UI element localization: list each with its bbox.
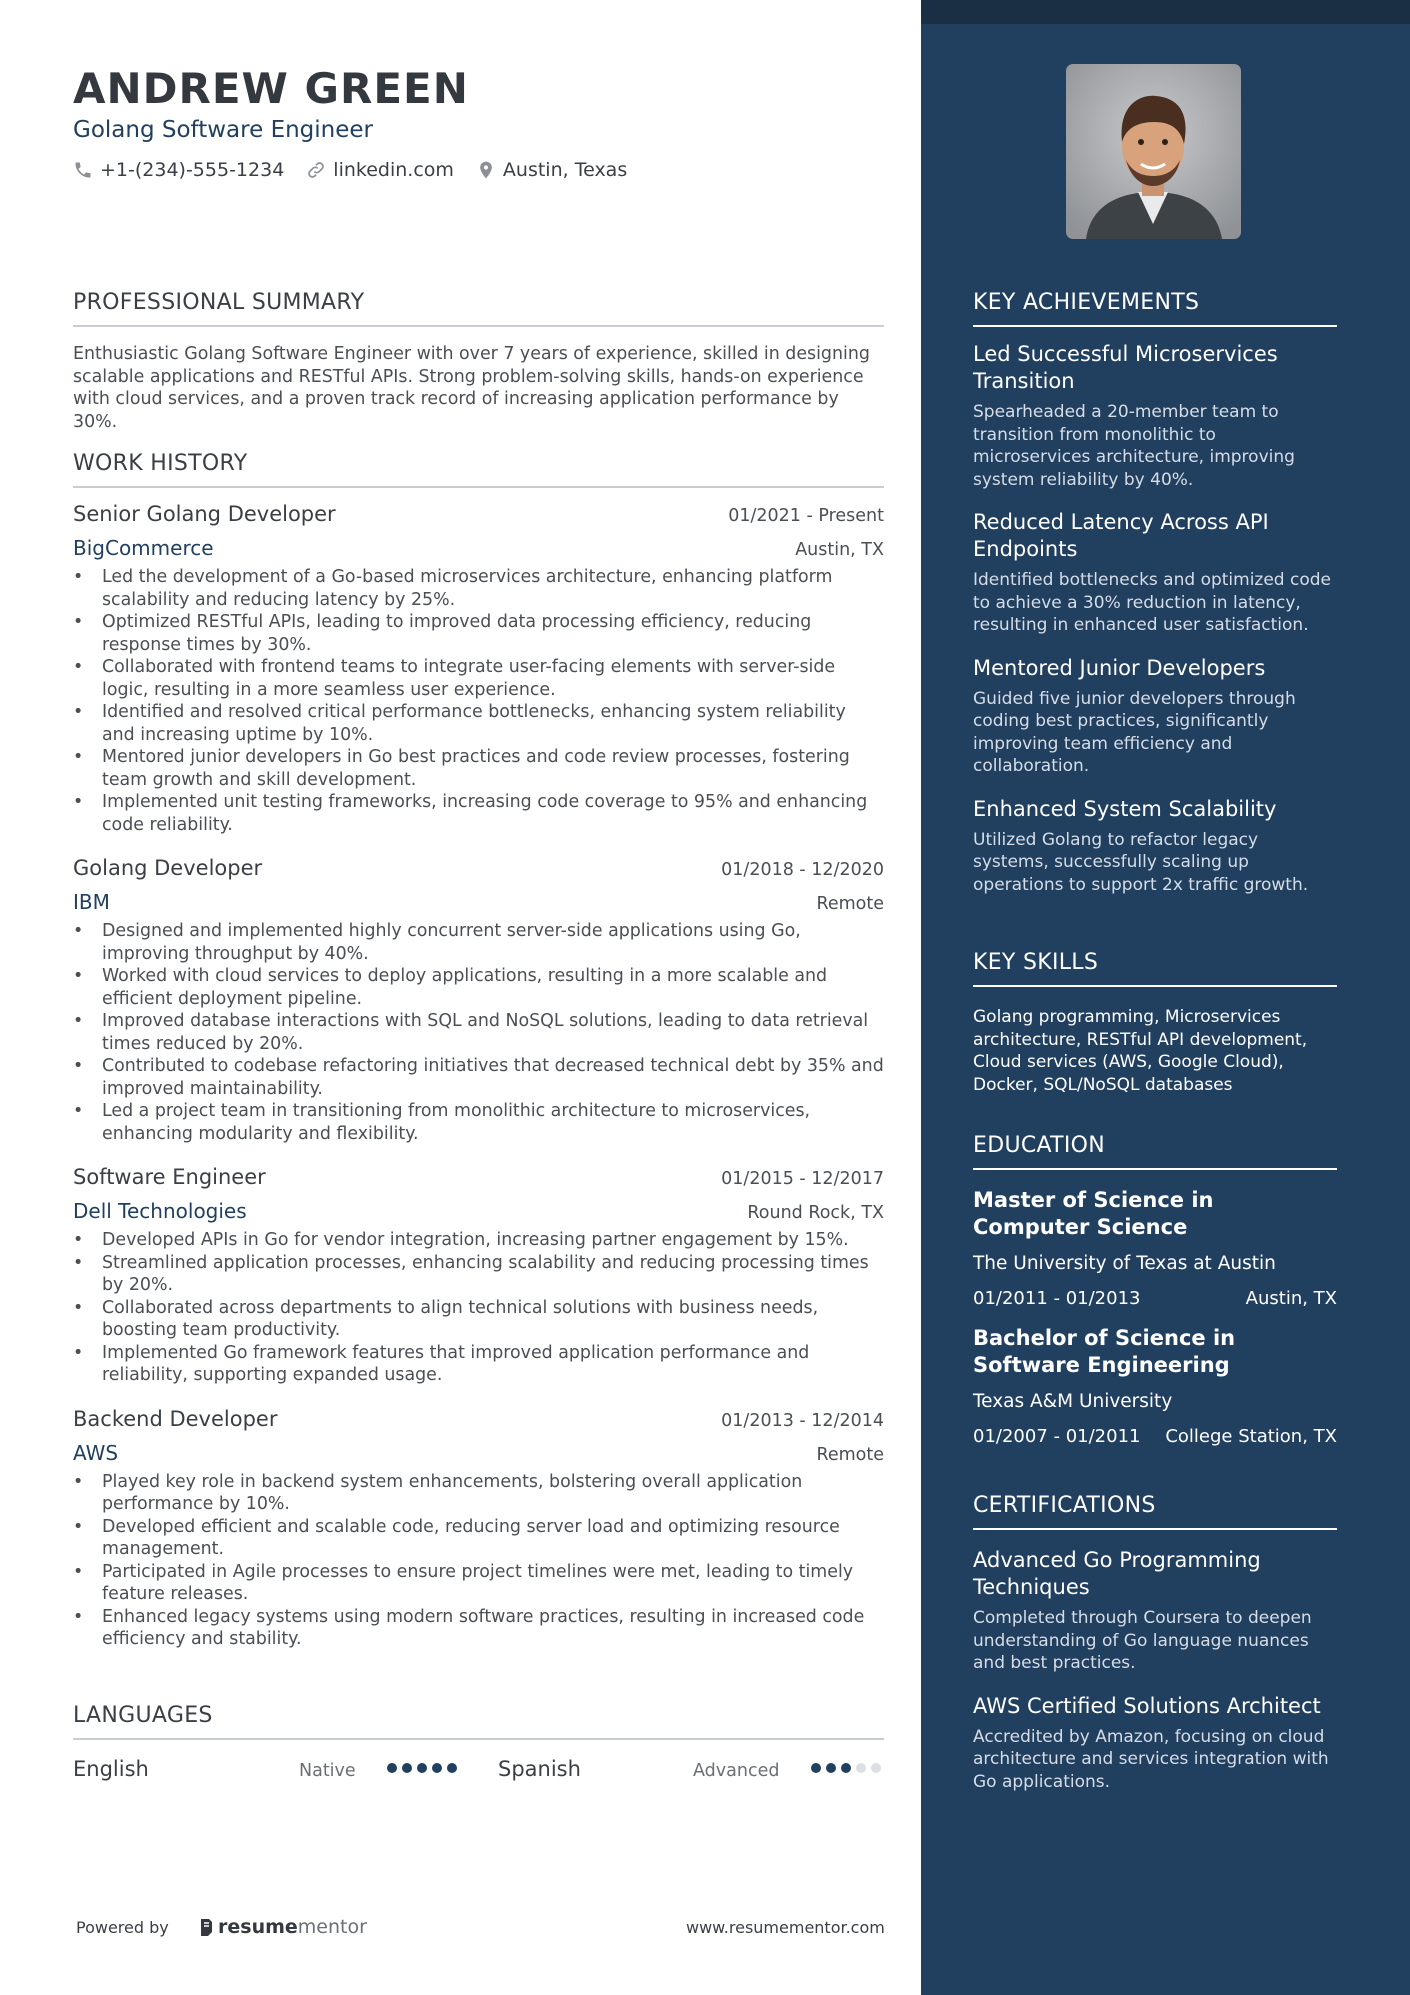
- job-title: Senior Golang Developer: [73, 502, 336, 526]
- phone-text: +1-(234)-555-1234: [100, 159, 285, 181]
- linkedin-text: linkedin.com: [333, 159, 454, 181]
- job-bullets: [73, 1471, 884, 1651]
- job-company: Dell Technologies: [73, 1199, 247, 1223]
- skills-text: Golang programming, Microservices architecture, RESTful API development, Cloud services (AWS, Google Cloud), Docker, SQL/NoSQL databases: [973, 1007, 1308, 1095]
- job-title: Backend Developer: [73, 1406, 278, 1431]
- certification-item: [973, 1547, 1337, 1675]
- job-bullet: • Played key role in backend system enhancements, bolstering overall application performance by 10%.: [73, 1471, 884, 1516]
- rating-dot: [432, 1763, 442, 1773]
- brand-logo[interactable]: [199, 1916, 367, 1938]
- job-bullet: • Collaborated with frontend teams to integrate user-facing elements with server-side logic, resulting in a more seamless user experience.: [73, 656, 884, 701]
- profile-photo: [1066, 64, 1241, 239]
- job-bullet: • Implemented Go framework features that improved application performance and reliability, supporting expanded usage.: [73, 1342, 884, 1387]
- brand-text-bold: resume: [218, 1916, 298, 1938]
- phone-icon: [73, 160, 93, 180]
- rating-dot: [447, 1763, 457, 1773]
- job-list: [73, 502, 884, 1671]
- rating-dot: [417, 1763, 427, 1773]
- job-bullet: • Participated in Agile processes to ensure project timelines were met, leading to timely feature releases.: [73, 1561, 884, 1606]
- person-photo-icon: [1066, 64, 1241, 239]
- achievement-item: [973, 796, 1337, 897]
- contact-phone[interactable]: [73, 159, 284, 181]
- job-bullet: • Collaborated across departments to align technical solutions with business needs, boosting team productivity.: [73, 1297, 884, 1342]
- location-text: Austin, Texas: [502, 159, 628, 181]
- rating-dot: [402, 1763, 412, 1773]
- education-item: [973, 1187, 1337, 1309]
- education-list: [973, 1187, 1337, 1463]
- language-rating: [387, 1763, 462, 1773]
- job-title: Golang Developer: [73, 856, 263, 880]
- education-dates: 01/2011 - 01/2013: [973, 1288, 1141, 1309]
- resumementor-logo-icon: [199, 1918, 214, 1937]
- education-location: College Station, TX: [1165, 1426, 1337, 1447]
- work-history-heading: WORK HISTORY: [73, 451, 884, 488]
- language-rating: [811, 1763, 886, 1773]
- job-dates: 01/2018 - 12/2020: [721, 860, 884, 880]
- job-bullet: • Contributed to codebase refactoring initiatives that decreased technical debt by 35% and improved maintainability.: [73, 1055, 884, 1100]
- job-bullet: • Enhanced legacy systems using modern software practices, resulting in increased code efficiency and stability.: [73, 1606, 884, 1651]
- job-dates: 01/2021 - Present: [728, 506, 884, 526]
- job-bullet: • Developed APIs in Go for vendor integration, increasing partner engagement by 15%.: [73, 1229, 884, 1252]
- summary-text: Enthusiastic Golang Software Engineer with over 7 years of experience, skilled in designing scalable applications and RESTful APIs. Strong problem-solving skills, hands-on experience with cloud services, and a proven track record of increasing application performance by 30%.: [73, 344, 870, 432]
- job-bullet: • Streamlined application processes, enhancing scalability and reducing processing times by 20%.: [73, 1252, 884, 1297]
- language-level: Advanced: [693, 1761, 780, 1781]
- achievements-list: [973, 341, 1337, 914]
- language-name: English: [73, 1757, 149, 1781]
- achievement-text: Guided five junior developers through coding best practices, significantly improving team efficiency and collaboration.: [973, 688, 1296, 776]
- brand-text-light: mentor: [297, 1916, 367, 1938]
- certification-item: [973, 1693, 1337, 1794]
- achievement-text: Spearheaded a 20-member team to transition from monolithic to microservices architecture, improving system reliability by 40%.: [973, 402, 1295, 490]
- certifications-heading: CERTIFICATIONS: [973, 1493, 1337, 1530]
- job-company: IBM: [73, 890, 110, 914]
- contact-bar: [73, 159, 649, 181]
- certifications-list: [973, 1547, 1337, 1811]
- job-entry: [73, 502, 884, 836]
- sidebar: [921, 0, 1410, 1995]
- achievements-heading: KEY ACHIEVEMENTS: [973, 290, 1337, 327]
- languages-heading: LANGUAGES: [73, 1703, 884, 1740]
- location-pin-icon: [476, 160, 496, 180]
- link-icon: [306, 160, 326, 180]
- rating-dot: [871, 1763, 881, 1773]
- job-bullet: • Worked with cloud services to deploy applications, resulting in a more scalable and efficient deployment pipeline.: [73, 965, 884, 1010]
- job-bullet: • Improved database interactions with SQL and NoSQL solutions, leading to data retrieval times reduced by 20%.: [73, 1010, 884, 1055]
- job-bullet: • Identified and resolved critical performance bottlenecks, enhancing system reliability and increasing uptime by 10%.: [73, 701, 884, 746]
- job-location: Austin, TX: [795, 540, 884, 560]
- job-company: AWS: [73, 1440, 119, 1465]
- achievement-text: Identified bottlenecks and optimized code to achieve a 30% reduction in latency, resulting in enhanced user satisfaction.: [973, 570, 1332, 635]
- job-location: Round Rock, TX: [747, 1203, 884, 1223]
- job-bullet: • Optimized RESTful APIs, leading to improved data processing efficiency, reducing response times by 30%.: [73, 611, 884, 656]
- job-bullet: • Led a project team in transitioning from monolithic architecture to microservices, enhancing modularity and flexibility.: [73, 1100, 884, 1145]
- job-dates: 01/2015 - 12/2017: [721, 1169, 884, 1189]
- job-bullet: • Developed efficient and scalable code, reducing server load and optimizing resource management.: [73, 1516, 884, 1561]
- job-entry: [73, 1165, 884, 1387]
- certification-title: AWS Certified Solutions Architect: [973, 1693, 1321, 1718]
- certification-text: Accredited by Amazon, focusing on cloud architecture and services integration with Go applications.: [973, 1726, 1329, 1792]
- education-school: Texas A&M University: [973, 1391, 1173, 1412]
- achievement-title: Reduced Latency Across API Endpoints: [973, 510, 1269, 561]
- job-bullets: [73, 1229, 884, 1387]
- rating-dot: [856, 1763, 866, 1773]
- achievement-title: Led Successful Microservices Transition: [973, 342, 1278, 393]
- skills-heading: KEY SKILLS: [973, 950, 1337, 987]
- achievement-text: Utilized Golang to refactor legacy systems, successfully scaling up operations to support 2x traffic growth.: [973, 829, 1309, 895]
- job-dates: 01/2013 - 12/2014: [721, 1410, 884, 1431]
- candidate-role: Golang Software Engineer: [73, 117, 373, 143]
- job-entry: [73, 1407, 884, 1651]
- summary-heading: PROFESSIONAL SUMMARY: [73, 290, 884, 327]
- education-school: The University of Texas at Austin: [973, 1253, 1276, 1274]
- job-company: BigCommerce: [73, 536, 214, 560]
- education-dates: 01/2007 - 01/2011: [973, 1426, 1141, 1447]
- achievement-title: Enhanced System Scalability: [973, 796, 1277, 821]
- language-name: Spanish: [498, 1757, 581, 1781]
- education-heading: EDUCATION: [973, 1133, 1337, 1170]
- powered-by-text: Powered by: [76, 1918, 169, 1937]
- education-degree: Master of Science in Computer Science: [973, 1188, 1214, 1239]
- footer-url[interactable]: www.resumementor.com: [686, 1918, 885, 1937]
- sidebar-top-band: [921, 0, 1410, 24]
- job-location: Remote: [816, 1444, 884, 1465]
- job-location: Remote: [816, 894, 884, 914]
- education-item: [973, 1325, 1337, 1447]
- job-bullet: • Led the development of a Go-based microservices architecture, enhancing platform scalability and reducing latency by 25%.: [73, 566, 884, 611]
- contact-location: [476, 159, 627, 181]
- achievement-item: [973, 341, 1337, 491]
- achievement-item: [973, 655, 1337, 778]
- job-title: Software Engineer: [73, 1165, 266, 1189]
- job-bullet: • Mentored junior developers in Go best practices and code review processes, fostering team growth and skill development.: [73, 746, 884, 791]
- job-entry: [73, 856, 884, 1145]
- job-bullet: • Designed and implemented highly concurrent server-side applications using Go, improving throughput by 40%.: [73, 920, 884, 965]
- achievement-title: Mentored Junior Developers: [973, 655, 1266, 680]
- certification-text: Completed through Coursera to deepen understanding of Go language nuances and best practices.: [973, 1608, 1312, 1673]
- rating-dot: [826, 1763, 836, 1773]
- education-degree: Bachelor of Science in Software Engineering: [973, 1326, 1236, 1377]
- contact-linkedin[interactable]: [306, 159, 454, 181]
- candidate-name: ANDREW GREEN: [73, 64, 469, 113]
- certification-title: Advanced Go Programming Techniques: [973, 1548, 1261, 1599]
- achievement-item: [973, 509, 1337, 637]
- job-bullet: • Implemented unit testing frameworks, increasing code coverage to 95% and enhancing code reliability.: [73, 791, 884, 836]
- rating-dot: [841, 1763, 851, 1773]
- job-bullets: [73, 920, 884, 1145]
- language-level: Native: [299, 1761, 356, 1781]
- education-location: Austin, TX: [1245, 1288, 1337, 1309]
- job-bullets: [73, 566, 884, 836]
- skills-block: [973, 1006, 1337, 1096]
- rating-dot: [387, 1763, 397, 1773]
- rating-dot: [811, 1763, 821, 1773]
